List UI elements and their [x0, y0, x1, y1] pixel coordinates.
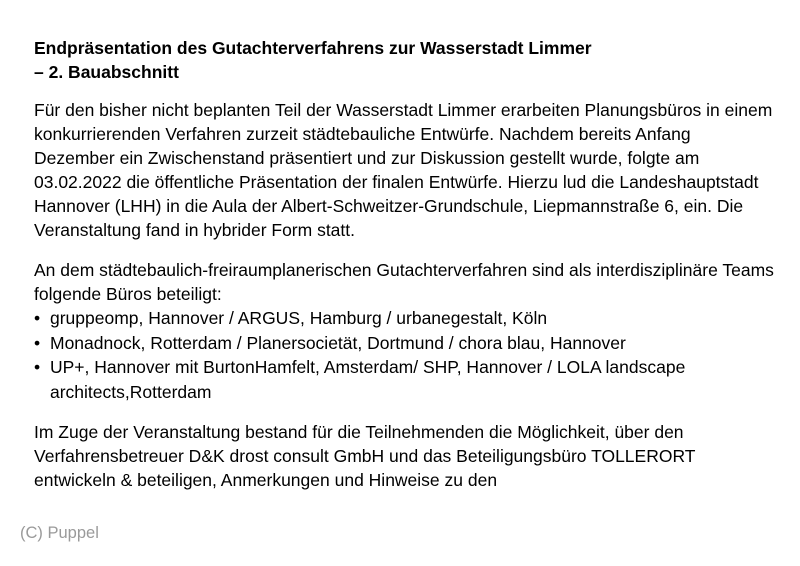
list-item: • Monadnock, Rotterdam / Planersocietät, Dortmund / chora blau, Hannover	[34, 331, 774, 356]
document-page	[34, 36, 774, 508]
team-list	[34, 306, 774, 404]
paragraph-intro: Für den bisher nicht beplanten Teil der Wasserstadt Limmer erarbeiten Planungsbüros in einem konkurrierenden Verfahren zurzeit städtebauliche Entwürfe. Nachdem bereits Anfang Dezember ein Zwischenstand präsentiert und zur Diskussion gestellt wurde, folgte am 03.02.2022 die öffentliche Präsentation der finalen Entwürfe. Hierzu lud die Landeshauptstadt Hannover (LHH) in die Aula der Albert-Schweitzer-Grundschule, Liepmannstraße 6, ein. Die Veranstaltung fand in hybrider Form statt.	[34, 100, 773, 240]
paragraph-event: Im Zuge der Veranstaltung bestand für die Teilnehmenden die Möglichkeit, über den Verfahrensbetreuer D&K drost consult GmbH und das Beteiligungsbüro TOLLERORT entwickeln & beteiligen, Anmerkungen und Hinweise zu den	[34, 422, 696, 490]
list-item: • UP+, Hannover mit BurtonHamfelt, Amsterdam/ SHP, Hannover / LOLA landscape architects,Rotterdam	[34, 355, 774, 404]
title-line-1: Endpräsentation des Gutachterverfahrens zur Wasserstadt Limmer	[34, 38, 592, 58]
paragraph-teams: An dem städtebaulich-freiraumplanerischen Gutachterverfahren sind als interdisziplinäre Teams folgende Büros beteiligt:	[34, 260, 774, 304]
copyright-watermark: (C) Puppel	[20, 524, 99, 542]
title-line-2: – 2. Bauabschnitt	[34, 62, 179, 82]
document-title	[34, 36, 774, 84]
list-item: • gruppeomp, Hannover / ARGUS, Hamburg / urbanegestalt, Köln	[34, 306, 774, 331]
